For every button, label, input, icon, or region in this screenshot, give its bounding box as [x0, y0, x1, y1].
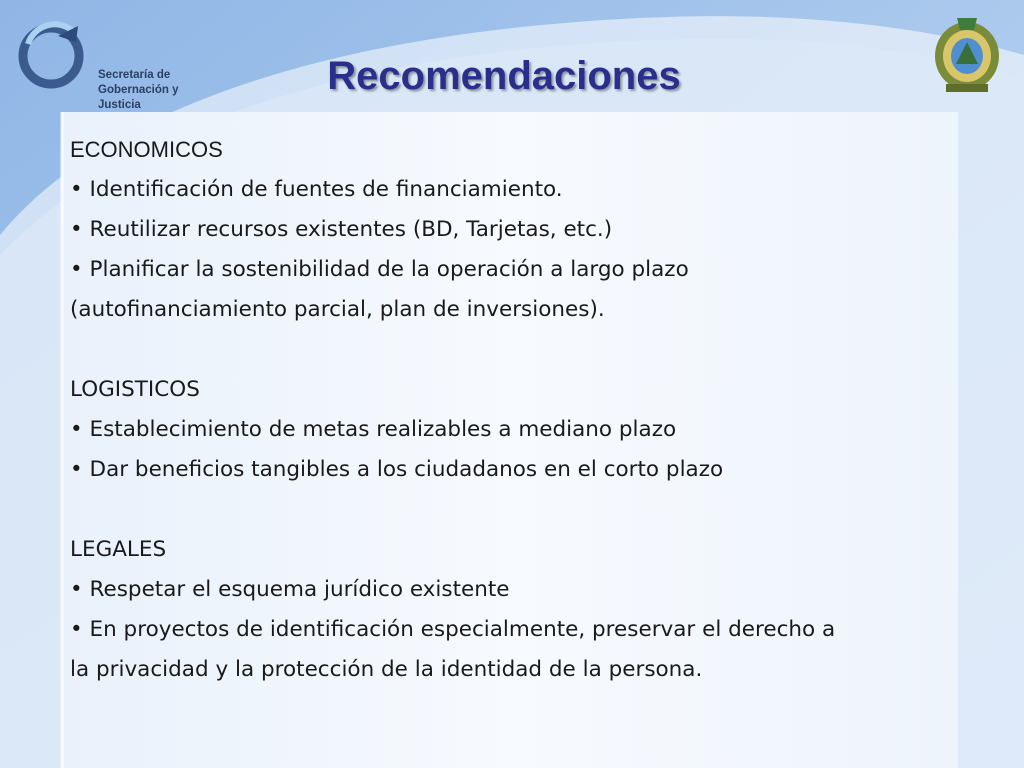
secretaria-logo-text: Secretaría de Gobernación y Justicia — [98, 69, 179, 111]
bullet-line: • Respetar el esquema jurídico existente — [70, 577, 510, 602]
bullet-line: • Reutilizar recursos existentes (BD, Tarjetas, etc.) — [70, 217, 613, 242]
slide-title: Recomendaciones — [327, 54, 681, 98]
section-spacer — [70, 330, 990, 370]
bullet-line: • En proyectos de identificación especialmente, preservar el derecho a — [70, 617, 836, 642]
bullet-line: • Planificar la sostenibilidad de la operación a largo plazo — [70, 257, 689, 282]
bullet-line: • Identificación de fuentes de financiamiento. — [70, 177, 563, 202]
content-body — [70, 130, 990, 690]
bullet-line: (autofinanciamiento parcial, plan de inversiones). — [70, 297, 605, 322]
section-heading-logisticos: LOGISTICOS — [70, 377, 200, 402]
bullet-line: la privacidad y la protección de la identidad de la persona. — [70, 657, 703, 682]
section-heading-economicos: ECONOMICOS — [70, 137, 223, 162]
section-heading-legales: LEGALES — [70, 537, 167, 562]
bullet-line: • Establecimiento de metas realizables a mediano plazo — [70, 417, 677, 442]
bullet-line: • Dar beneficios tangibles a los ciudadanos en el corto plazo — [70, 457, 724, 482]
section-spacer — [70, 490, 990, 530]
